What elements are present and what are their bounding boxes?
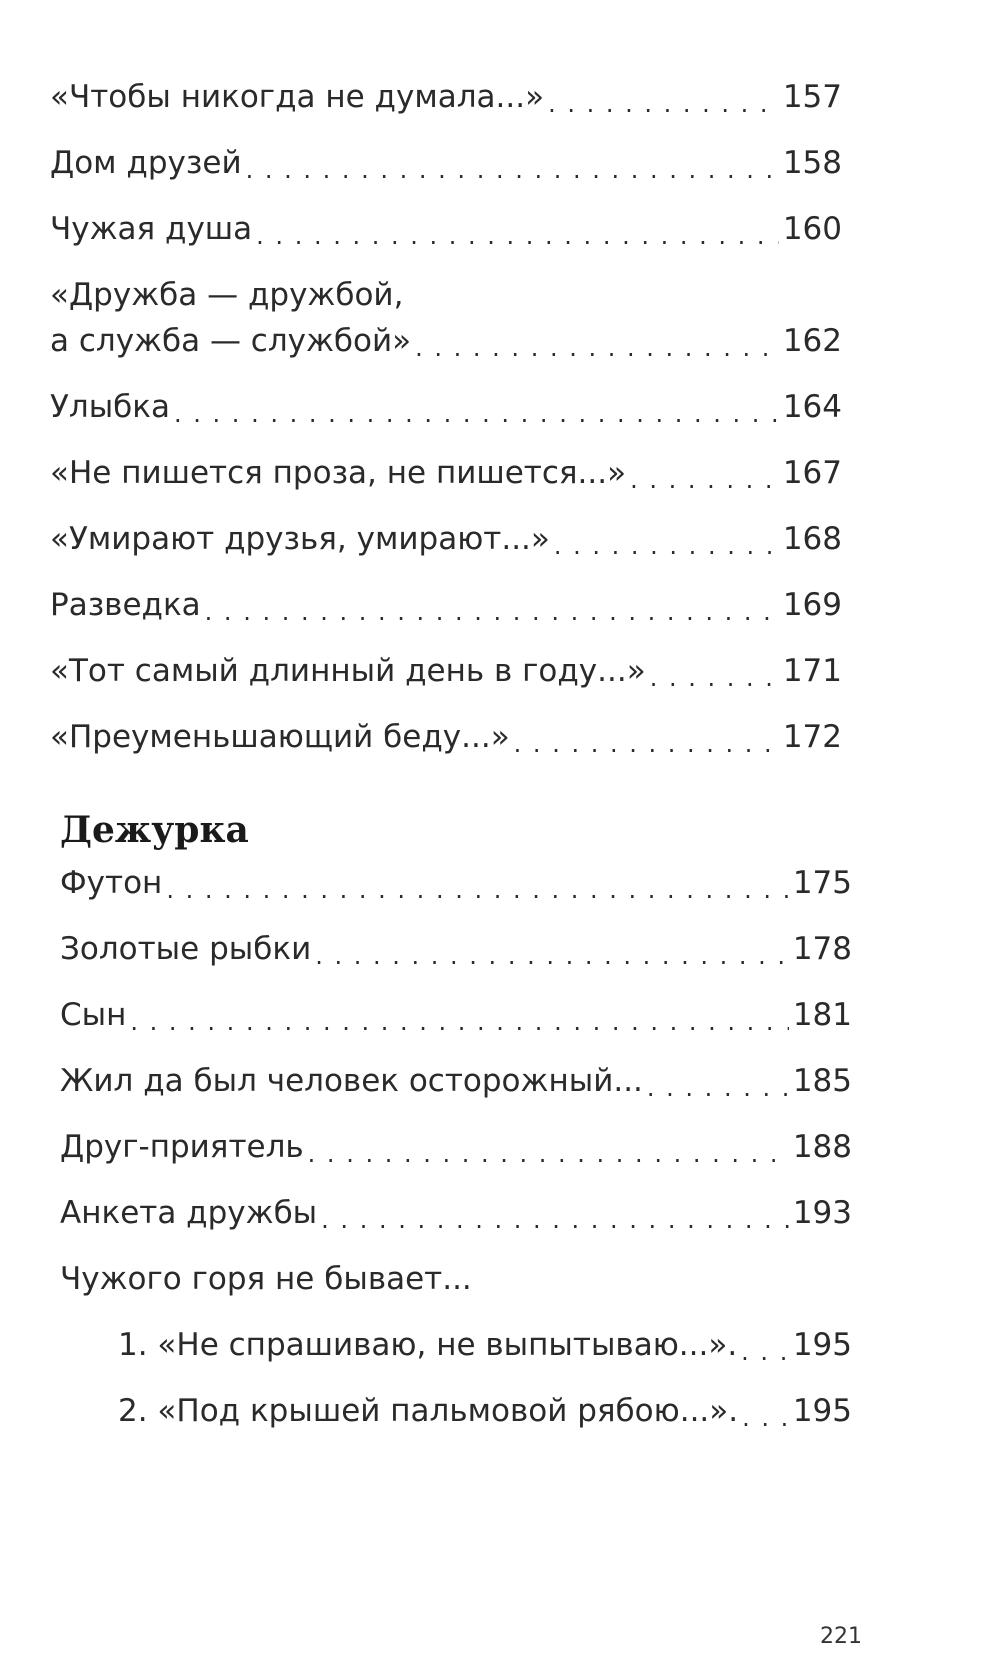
section-heading: Дежурка bbox=[60, 809, 249, 851]
toc-entry-title: Улыбка bbox=[50, 389, 171, 425]
toc-entry-line2 bbox=[50, 318, 842, 364]
toc-entry-title: 1. «Не спрашиваю, не выпытываю...». bbox=[118, 1327, 738, 1363]
toc-entry-page: 185 bbox=[792, 1063, 852, 1099]
toc-entry-title: Разведка bbox=[50, 587, 201, 623]
toc-entry-title: Анкета дружбы bbox=[60, 1195, 318, 1231]
toc-entry[interactable] bbox=[50, 648, 842, 694]
toc-entry-title-line1: «Дружба — дружбой, bbox=[50, 277, 404, 313]
toc-entry-page: 172 bbox=[782, 719, 842, 755]
toc-entry[interactable] bbox=[60, 1124, 852, 1170]
dot-leader bbox=[548, 74, 779, 120]
toc-entry-title: «Умирают друзья, умирают...» bbox=[50, 521, 550, 557]
toc-entry-title: «Тот самый длинный день в году...» bbox=[50, 653, 646, 689]
dot-leader bbox=[514, 714, 779, 760]
toc-entry-title: «Чтобы никогда не думала...» bbox=[50, 79, 545, 115]
toc-entry[interactable] bbox=[50, 516, 842, 562]
toc-entry-page: 195 bbox=[792, 1393, 852, 1429]
toc-entry[interactable] bbox=[50, 714, 842, 760]
toc-entry-page: 168 bbox=[782, 521, 842, 557]
dot-leader bbox=[130, 992, 788, 1038]
dot-leader bbox=[308, 1124, 789, 1170]
toc-entry[interactable] bbox=[50, 582, 842, 628]
dot-leader bbox=[415, 318, 779, 364]
toc-entry-title: Золотые рыбки bbox=[60, 931, 312, 967]
toc-entry-title: Дом друзей bbox=[50, 145, 242, 181]
toc-entry-title: Жил да был человек осторожный... bbox=[60, 1063, 643, 1099]
dot-leader bbox=[554, 516, 779, 562]
toc-subentry[interactable] bbox=[60, 1322, 852, 1368]
toc-entry-page: 169 bbox=[782, 587, 842, 623]
page-number: 221 bbox=[820, 1624, 862, 1649]
toc-entry-title: Футон bbox=[60, 865, 163, 901]
dot-leader bbox=[650, 648, 779, 694]
toc-entry[interactable] bbox=[60, 860, 852, 906]
toc-entry-page: 164 bbox=[782, 389, 842, 425]
toc-subentry[interactable] bbox=[60, 1388, 852, 1434]
dot-leader bbox=[256, 206, 779, 252]
toc-entry[interactable] bbox=[60, 992, 852, 1038]
toc-entry-page: 193 bbox=[792, 1195, 852, 1231]
toc-section-1 bbox=[50, 74, 842, 780]
toc-group-title[interactable]: Чужого горя не бывает... bbox=[60, 1261, 472, 1297]
toc-entry[interactable] bbox=[60, 926, 852, 972]
toc-entry[interactable] bbox=[50, 206, 842, 252]
toc-entry-title: «Не пишется проза, не пишется...» bbox=[50, 455, 627, 491]
toc-entry-multiline[interactable] bbox=[50, 272, 842, 364]
dot-leader bbox=[321, 1190, 789, 1236]
toc-entry-page: 158 bbox=[782, 145, 842, 181]
toc-entry-title: 2. «Под крышей пальмовой рябою...». bbox=[118, 1393, 739, 1429]
toc-entry-page: 171 bbox=[782, 653, 842, 689]
dot-leader bbox=[246, 140, 779, 186]
toc-entry-title-line2: а служба — службой» bbox=[50, 323, 412, 359]
toc-entry-title: Друг-приятель bbox=[60, 1129, 304, 1165]
toc-entry-page: 162 bbox=[782, 323, 842, 359]
dot-leader bbox=[174, 384, 779, 430]
dot-leader bbox=[166, 860, 789, 906]
toc-entry-page: 181 bbox=[792, 997, 852, 1033]
toc-entry-page: 157 bbox=[782, 79, 842, 115]
toc-entry-page: 160 bbox=[782, 211, 842, 247]
dot-leader bbox=[630, 450, 779, 496]
toc-entry-page: 167 bbox=[782, 455, 842, 491]
toc-entry-page: 175 bbox=[792, 865, 852, 901]
toc-entry-title: «Преуменьшающий беду...» bbox=[50, 719, 510, 755]
toc-entry-page: 195 bbox=[792, 1327, 852, 1363]
toc-section-2 bbox=[60, 860, 852, 1454]
toc-entry-title: Чужая душа bbox=[50, 211, 253, 247]
toc-entry[interactable] bbox=[50, 384, 842, 430]
toc-entry[interactable] bbox=[50, 74, 842, 120]
toc-entry[interactable] bbox=[50, 450, 842, 496]
dot-leader bbox=[205, 582, 779, 628]
toc-entry[interactable] bbox=[60, 1058, 852, 1104]
dot-leader bbox=[647, 1058, 789, 1104]
toc-entry-title: Сын bbox=[60, 997, 127, 1033]
dot-leader bbox=[741, 1322, 789, 1368]
toc-entry[interactable] bbox=[60, 1190, 852, 1236]
dot-leader bbox=[742, 1388, 789, 1434]
toc-entry-page: 178 bbox=[792, 931, 852, 967]
toc-entry-page: 188 bbox=[792, 1129, 852, 1165]
toc-entry[interactable] bbox=[50, 140, 842, 186]
dot-leader bbox=[315, 926, 789, 972]
